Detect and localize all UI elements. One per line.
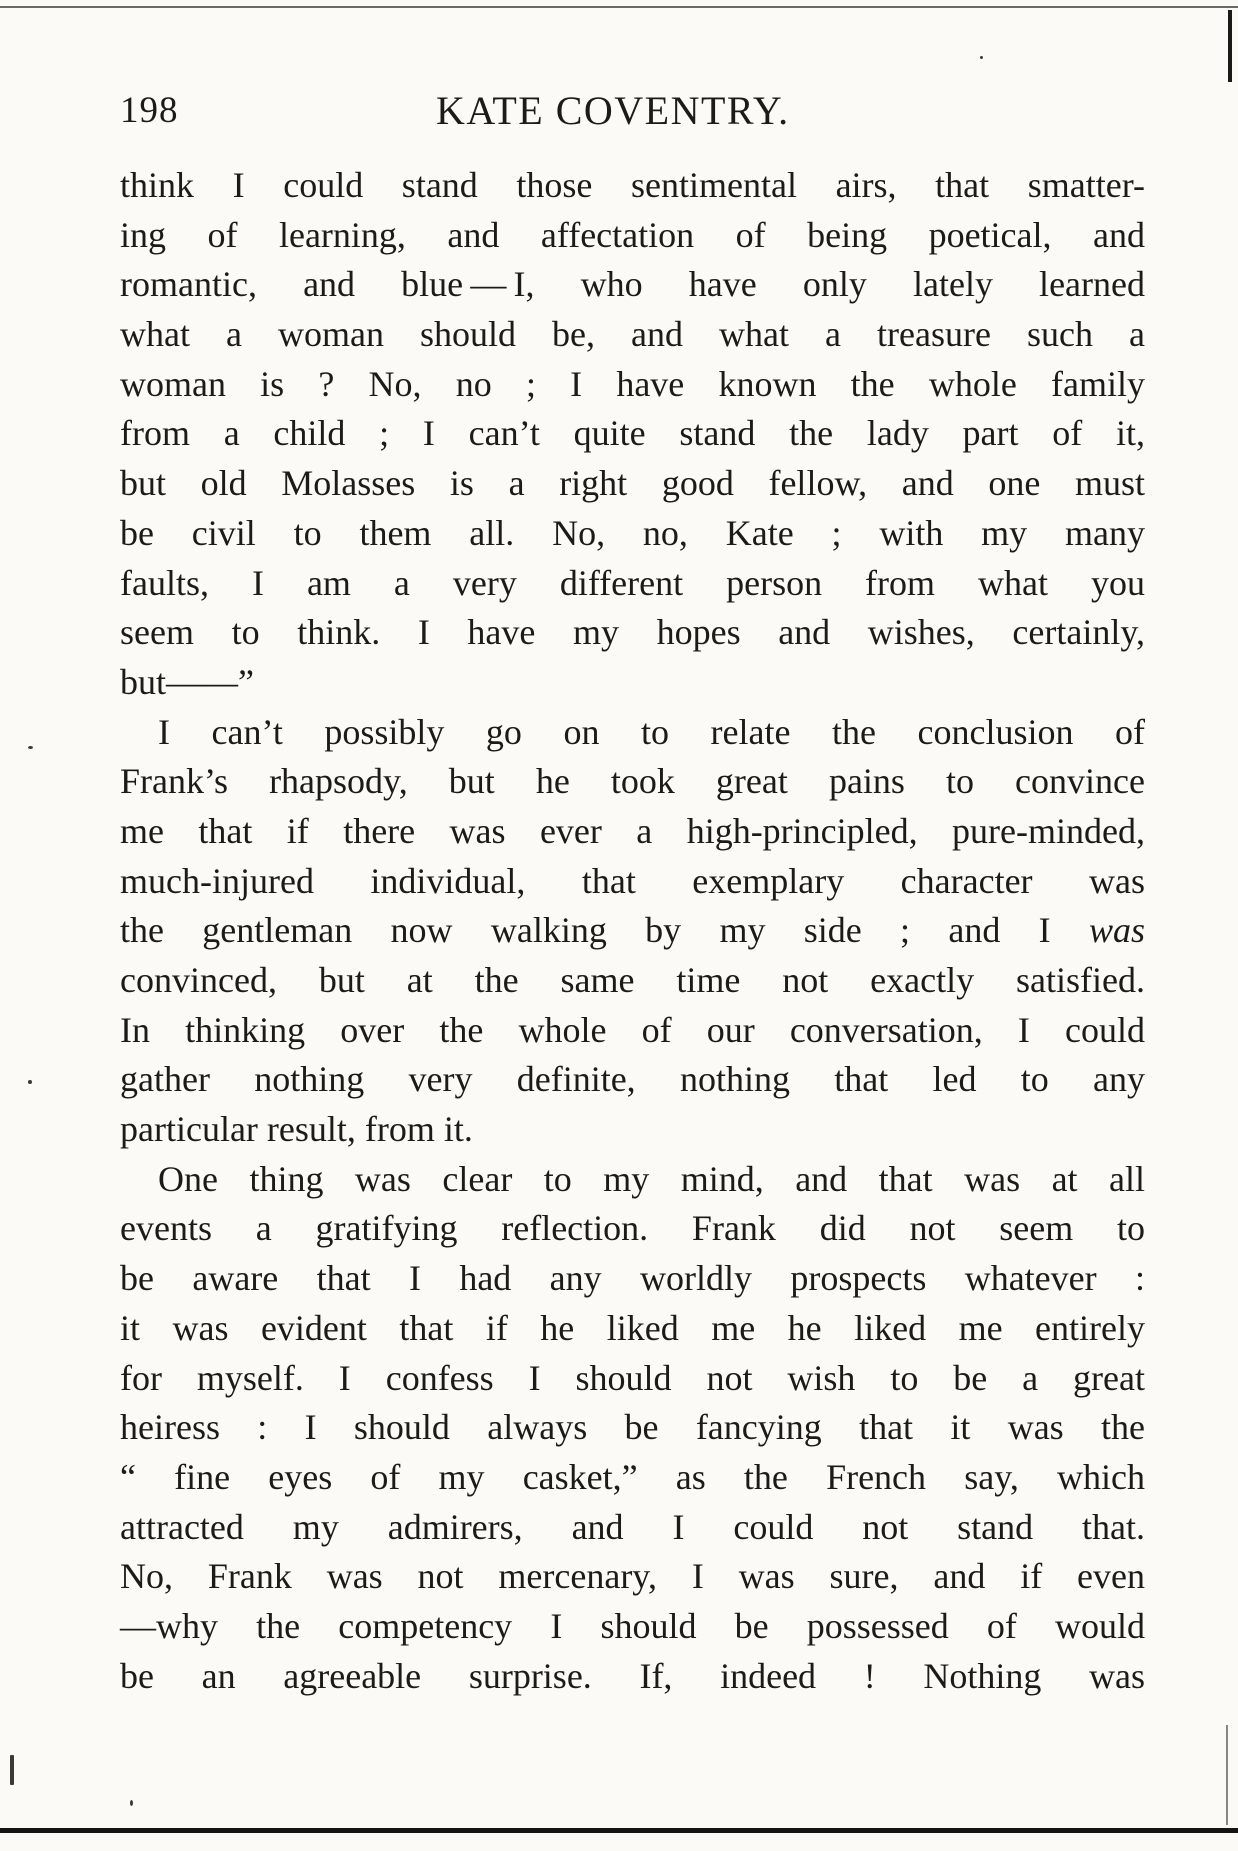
text-line: what a woman should be, and what a treasure such a	[120, 314, 1145, 355]
right-page-edge-shadow	[1226, 1725, 1228, 1825]
scan-speck	[10, 1755, 14, 1785]
text-line: heiress : I should always be fancying that it was the	[120, 1407, 1145, 1448]
paragraph-start-line: One thing was clear to my mind, and that was at all	[158, 1158, 1145, 1199]
scan-speck	[28, 1080, 32, 1084]
paragraph-start-line: I can’t possibly go on to relate the conclusion of	[158, 711, 1145, 752]
text-line: but old Molasses is a right good fellow, and one must	[120, 463, 1145, 504]
top-page-edge	[0, 6, 1238, 8]
text-line-with-italic: the gentleman now walking by my side ; and I was	[120, 910, 1145, 951]
text-line: gather nothing very definite, nothing that led to any	[120, 1059, 1145, 1100]
running-title: KATE COVENTRY.	[436, 88, 790, 133]
text-line: In thinking over the whole of our conversation, I could	[120, 1009, 1145, 1050]
text-line: for myself. I confess I should not wish to be a great	[120, 1357, 1145, 1398]
text-line: be an agreeable surprise. If, indeed ! Nothing was	[120, 1655, 1145, 1696]
text-line: be civil to them all. No, no, Kate ; with my many	[120, 512, 1145, 553]
page-header	[120, 86, 1145, 136]
page-number: 198	[120, 90, 179, 131]
text-line: much-injured individual, that exemplary character was	[120, 860, 1145, 901]
text-line: attracted my admirers, and I could not stand that.	[120, 1506, 1145, 1547]
text-line: be aware that I had any worldly prospects whatever :	[120, 1258, 1145, 1299]
body-text	[120, 161, 1145, 1701]
text-line: think I could stand those sentimental airs, that smatter-	[120, 165, 1145, 205]
text-line: it was evident that if he liked me he liked me entirely	[120, 1307, 1145, 1348]
italic-emphasis: was	[1088, 910, 1145, 951]
bottom-page-edge	[0, 1828, 1238, 1833]
scan-speck	[980, 56, 983, 59]
text-line: events a gratifying reflection. Frank did not seem to	[120, 1208, 1145, 1249]
text-line: “ fine eyes of my casket,” as the French say, which	[120, 1456, 1145, 1497]
text-line: convinced, but at the same time not exactly satisfied.	[120, 960, 1145, 1000]
text-line: ing of learning, and affectation of being poetical, and	[120, 214, 1145, 255]
text-line: me that if there was ever a high-principled, pure-minded,	[120, 810, 1145, 851]
text-line: but——”	[120, 661, 254, 702]
scan-speck	[28, 746, 33, 749]
text-line: from a child ; I can’t quite stand the lady part of it,	[120, 413, 1145, 454]
text-line: particular result, from it.	[120, 1109, 473, 1150]
text-line: romantic, and blue — I, who have only lately learned	[120, 264, 1145, 305]
text-line: —why the competency I should be possessed of would	[120, 1605, 1145, 1646]
text-line: woman is ? No, no ; I have known the whole family	[120, 363, 1145, 404]
text-line: seem to think. I have my hopes and wishes, certainly,	[120, 612, 1145, 653]
text-line: Frank’s rhapsody, but he took great pains to convince	[120, 761, 1145, 802]
scan-speck	[130, 1800, 133, 1806]
text-line: No, Frank was not mercenary, I was sure, and if even	[120, 1556, 1145, 1597]
text-line: faults, I am a very different person from what you	[120, 562, 1145, 603]
right-page-edge-mark	[1228, 10, 1232, 82]
